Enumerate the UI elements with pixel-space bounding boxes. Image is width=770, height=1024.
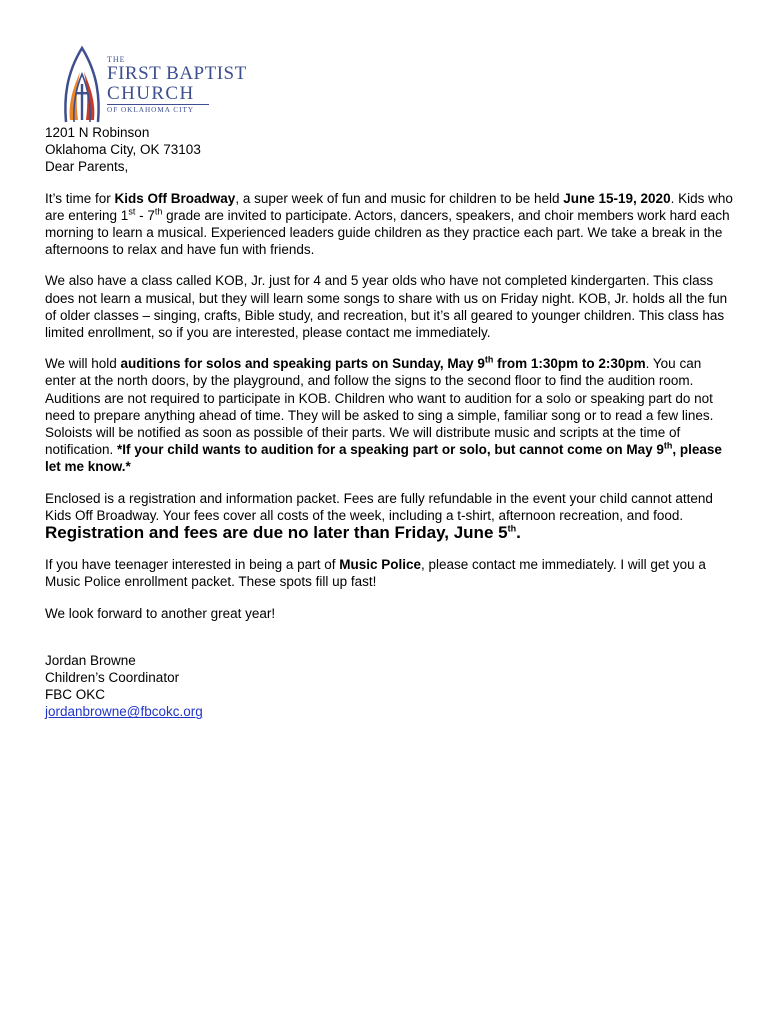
p1-dates: June 15-19, 2020 xyxy=(563,190,671,206)
paragraph-registration xyxy=(45,490,735,543)
p3-notice-end: , please let me know.* xyxy=(45,442,722,475)
p5-text-c: , please contact me immediately. I will get you a Music Police enrollment packet. These spots fill up fast! xyxy=(45,557,706,590)
logo-wordmark xyxy=(107,56,247,115)
flame-cross-logo-icon xyxy=(60,44,104,124)
logo-first-baptist: FIRST BAPTIST xyxy=(107,63,247,84)
p1-sup-st: st xyxy=(128,206,136,217)
p1-sup-th: th xyxy=(154,206,163,217)
p3-time-bold: from 1:30pm to 2:30pm xyxy=(493,356,646,372)
logo-of-oklahoma-city: OF OKLAHOMA CITY xyxy=(107,106,195,114)
p5-text-a: If you have teenager interested in being a part of xyxy=(45,557,340,573)
paragraph-closing: We look forward to another great year! xyxy=(45,605,276,621)
p1-text-e: . Kids who are entering 1 xyxy=(45,190,733,223)
church-logo xyxy=(60,44,260,124)
p4-sup-th: th xyxy=(507,523,517,534)
signature-org: FBC OKC xyxy=(45,687,106,703)
signature-title: Children’s Coordinator xyxy=(45,670,180,686)
paragraph-kob-jr: We also have a class called KOB, Jr. just for 4 and 5 year olds who have not completed kindergarten. This class does not learn a musical, but they will learn some songs to share with us on Friday night. KOB, Jr. holds all the fun of older classes – singing, crafts, Bible study, and recreation, but it’s all geared to younger children. This class has limited enrollment, so if you are interested, please contact me immediately. xyxy=(45,273,728,341)
p1-text-f: - 7 xyxy=(135,207,155,223)
address-block xyxy=(45,124,735,176)
p3-text-a: We will hold xyxy=(45,356,121,372)
p3-auditions-bold: auditions for solos and speaking parts on Sunday, May 9 xyxy=(120,356,485,372)
logo-church: CHURCH xyxy=(107,84,209,105)
p1-kids-off-broadway: Kids Off Broadway xyxy=(114,190,236,206)
signature-name: Jordan Browne xyxy=(45,652,136,668)
email-link[interactable]: jordanbrowne@fbcokc.org xyxy=(45,704,203,720)
p3-sup-th-2: th xyxy=(663,440,673,451)
p1-text-g: grade are invited to participate. Actors, dancers, speakers, and choir members work hard each morning to learn a musical. Experienced leaders guide children as they practice each part. We take a break in the afternoons to relax and have fun with friends. xyxy=(45,207,730,258)
p3-sup-th: th xyxy=(484,354,494,365)
signature-block xyxy=(45,652,735,721)
letter-body xyxy=(45,124,735,721)
paragraph-kob-intro xyxy=(45,190,735,259)
address-city: Oklahoma City, OK 73103 xyxy=(45,142,201,158)
paragraph-music-police xyxy=(45,556,735,590)
p1-text-c: , a super week of fun and music for children to be held xyxy=(235,190,564,206)
greeting: Dear Parents, xyxy=(45,159,129,175)
p4-deadline-bold: Registration and fees are due no later than Friday, June 5 xyxy=(45,523,508,543)
p4-text-a: Enclosed is a registration and information packet. Fees are fully refundable in the event your child cannot attend Kids Off Broadway. Your fees cover all costs of the week, including a t-shirt, afternoon recreation, and food. xyxy=(45,490,713,523)
p3-text-d: . You can enter at the north doors, by the playground, and follow the signs to the second floor to find the audition room. Auditions are not required to participate in KOB. Children who want to audition for a solo or speaking part do not need to prepare anything ahead of time. They will be asked to sing a simple, familiar song or to read a few lines. Soloists will be notified as soon as possible of their parts. We will distribute music and scripts at the time of notification. xyxy=(45,356,714,458)
address-street: 1201 N Robinson xyxy=(45,125,150,140)
p3-notice-bold: *If your child wants to audition for a speaking part or solo, but cannot come on May 9 xyxy=(117,442,664,458)
paragraph-auditions xyxy=(45,355,735,475)
p1-text-a: It’s time for xyxy=(45,190,115,206)
p5-music-police: Music Police xyxy=(339,557,421,573)
p4-period: . xyxy=(516,523,521,543)
logo-the: THE xyxy=(107,55,126,64)
